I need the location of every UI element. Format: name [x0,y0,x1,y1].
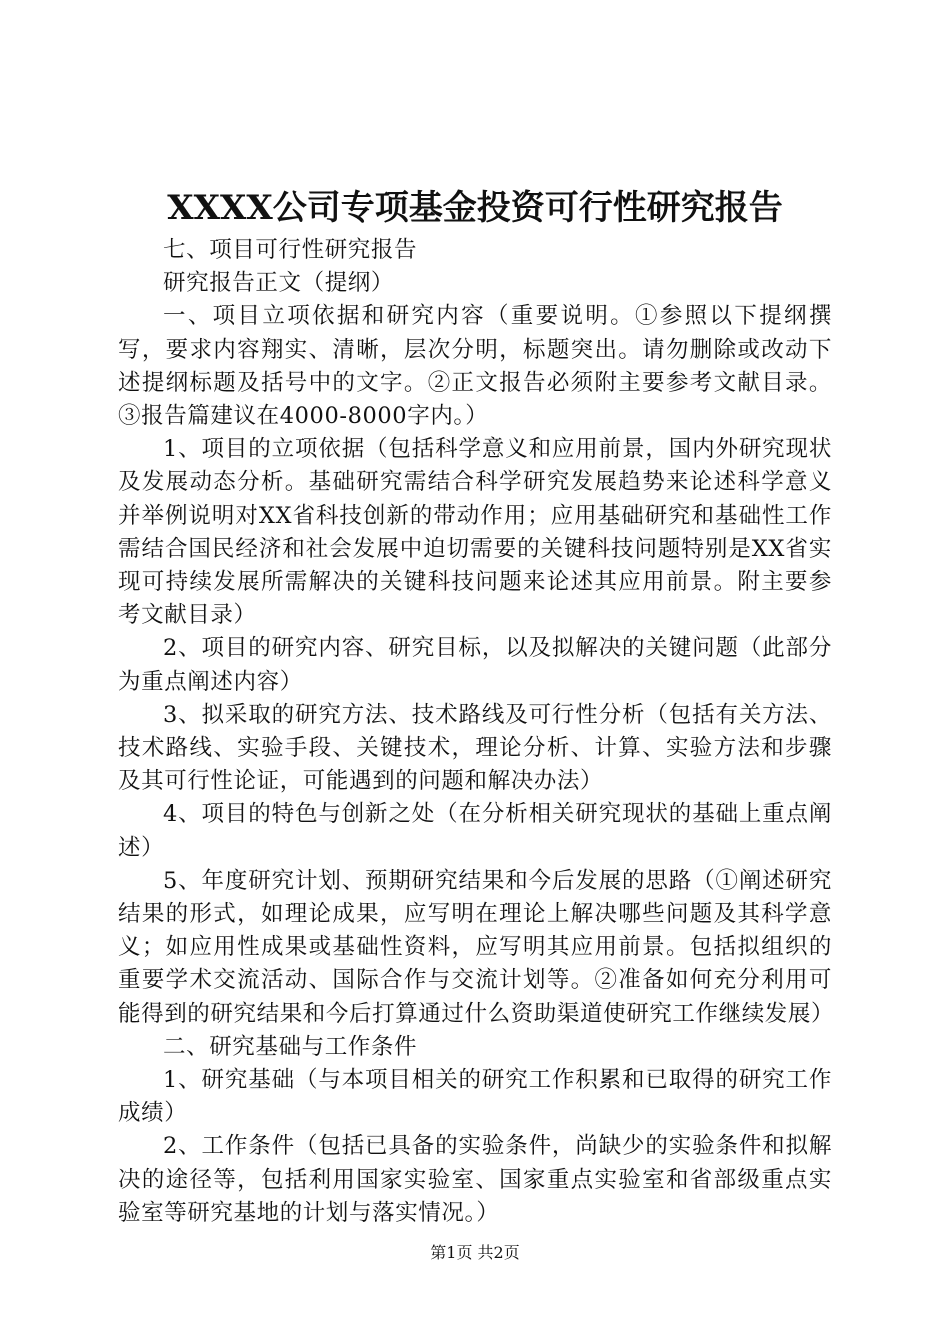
paragraph: 1、项目的立项依据（包括科学意义和应用前景，国内外研究现状及发展动态分析。基础研究需结合科学研究发展趋势来论述科学意义并举例说明对XX省科技创新的带动作用；应用基础研究和基础性工作需结合国民经济和社会发展中迫切需要的关键科技问题特别是XX省实现可持续发展所需解决的关键科技问题来论述其应用前景。附主要参考文献目录） [118,436,832,629]
document-body [118,234,835,1230]
paragraph: 2、项目的研究内容、研究目标，以及拟解决的关键问题（此部分为重点阐述内容） [118,635,832,695]
paragraph: 二、研究基础与工作条件 [163,1033,418,1060]
paragraph: 4、项目的特色与创新之处（在分析相关研究现状的基础上重点阐述） [118,801,832,861]
paragraph: 5、年度研究计划、预期研究结果和今后发展的思路（①阐述研究结果的形式，如理论成果，应写明在理论上解决哪些问题及其科学意义；如应用性成果或基础性资料，应写明其应用前景。包括拟组织的重要学术交流活动、国际合作与交流计划等。②准备如何充分利用可能得到的研究结果和今后打算通过什么资助渠道使研究工作继续发展） [118,867,835,1027]
document-title: XXXX公司专项基金投资可行性研究报告 [167,188,783,228]
paragraph: 3、拟采取的研究方法、技术路线及可行性分析（包括有关方法、技术路线、实验手段、关键技术，理论分析、计算、实验方法和步骤及其可行性论证，可能遇到的问题和解决办法） [118,701,832,795]
paragraph: 七、项目可行性研究报告 [163,237,418,263]
paragraph: 研究报告正文（提纲） [163,270,395,297]
paragraph: 一、项目立项依据和研究内容（重要说明。①参照以下提纲撰写，要求内容翔实、清晰，层次分明，标题突出。请勿删除或改动下述提纲标题及括号中的文字。②正文报告必须附主要参考文献目录。③报告篇建议在4000-8000字内。） [118,303,832,430]
paragraph: 2、工作条件（包括已具备的实验条件，尚缺少的实验条件和拟解决的途径等，包括利用国家实验室、国家重点实验室和省部级重点实验室等研究基地的计划与落实情况。） [118,1133,832,1226]
paragraph: 1、研究基础（与本项目相关的研究工作积累和已取得的研究工作成绩） [118,1067,832,1127]
page-footer: 第1页 共2页 [430,1243,520,1262]
